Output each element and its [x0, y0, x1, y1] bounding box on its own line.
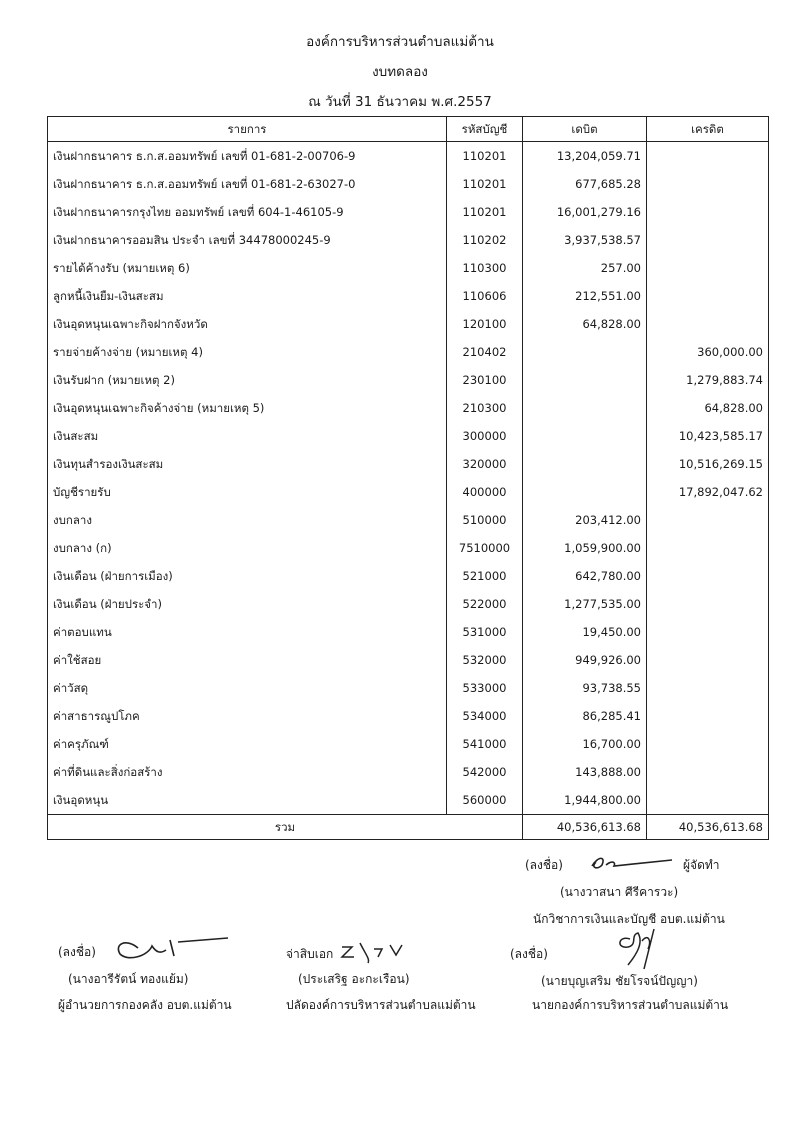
- total-label: รวม: [48, 815, 523, 840]
- cell-code: 400000: [447, 478, 523, 506]
- table-row: [48, 338, 769, 366]
- cell-code: 110202: [447, 226, 523, 254]
- cell-item: งบกลาง: [48, 506, 447, 534]
- col-header-item: รายการ: [48, 117, 447, 142]
- total-debit: 40,536,613.68: [523, 815, 647, 840]
- cell-credit: [647, 590, 769, 618]
- cell-code: 7510000: [447, 534, 523, 562]
- cell-item: ค่าสาธารณูปโภค: [48, 702, 447, 730]
- table-row: [48, 478, 769, 506]
- cell-item: เงินสะสม: [48, 422, 447, 450]
- cell-debit: 949,926.00: [523, 646, 647, 674]
- cell-credit: [647, 226, 769, 254]
- cell-code: 534000: [447, 702, 523, 730]
- cell-debit: 86,285.41: [523, 702, 647, 730]
- table-row: [48, 198, 769, 226]
- cell-debit: [523, 450, 647, 478]
- table-row: [48, 226, 769, 254]
- cell-credit: 17,892,047.62: [647, 478, 769, 506]
- cell-code: 531000: [447, 618, 523, 646]
- cell-debit: 93,738.55: [523, 674, 647, 702]
- chief-sign-label: (ลงชื่อ): [510, 947, 548, 961]
- preparer-sign-label: (ลงชื่อ): [525, 858, 563, 872]
- cell-credit: 64,828.00: [647, 394, 769, 422]
- table-row: [48, 562, 769, 590]
- cell-code: 532000: [447, 646, 523, 674]
- cell-debit: 13,204,059.71: [523, 142, 647, 171]
- cell-debit: 16,700.00: [523, 730, 647, 758]
- cell-item: รายได้ค้างรับ (หมายเหตุ 6): [48, 254, 447, 282]
- col-header-credit: เครดิต: [647, 117, 769, 142]
- table-row: [48, 422, 769, 450]
- cell-item: ค่าใช้สอย: [48, 646, 447, 674]
- chief-position: นายกองค์การบริหารส่วนตำบลแม่ต้าน: [532, 998, 729, 1012]
- cell-debit: 677,685.28: [523, 170, 647, 198]
- cell-credit: [647, 282, 769, 310]
- cell-item: เงินรับฝาก (หมายเหตุ 2): [48, 366, 447, 394]
- preparer-name: (นางวาสนา ศีรีคารวะ): [560, 885, 679, 899]
- deputy-name: (ประเสริฐ อะกะเรือน): [298, 972, 410, 986]
- cell-item: เงินอุดหนุนเฉพาะกิจฝากจังหวัด: [48, 310, 447, 338]
- cell-credit: [647, 618, 769, 646]
- cell-code: 210402: [447, 338, 523, 366]
- cell-item: ค่าที่ดินและสิ่งก่อสร้าง: [48, 758, 447, 786]
- total-credit: 40,536,613.68: [647, 815, 769, 840]
- cell-code: 533000: [447, 674, 523, 702]
- cell-item: รายจ่ายค้างจ่าย (หมายเหตุ 4): [48, 338, 447, 366]
- cell-debit: 642,780.00: [523, 562, 647, 590]
- cell-code: 110606: [447, 282, 523, 310]
- table-row: [48, 786, 769, 815]
- cell-code: 210300: [447, 394, 523, 422]
- trial-balance-table: [47, 116, 769, 840]
- cell-code: 110300: [447, 254, 523, 282]
- table-body: [48, 142, 769, 815]
- cell-credit: [647, 562, 769, 590]
- table-row: [48, 702, 769, 730]
- cell-debit: [523, 394, 647, 422]
- cell-credit: [647, 142, 769, 171]
- table-row: [48, 618, 769, 646]
- cell-code: 560000: [447, 786, 523, 815]
- table-row: [48, 450, 769, 478]
- cell-debit: [523, 478, 647, 506]
- cell-debit: 143,888.00: [523, 758, 647, 786]
- deputy-signature: [338, 935, 418, 965]
- table-row: [48, 674, 769, 702]
- table-row: [48, 142, 769, 171]
- cell-code: 230100: [447, 366, 523, 394]
- cell-item: เงินอุดหนุนเฉพาะกิจค้างจ่าย (หมายเหตุ 5): [48, 394, 447, 422]
- cell-code: 300000: [447, 422, 523, 450]
- table-row: [48, 534, 769, 562]
- cell-credit: [647, 506, 769, 534]
- document-title: งบทดลอง: [372, 64, 428, 80]
- chief-name: (นายบุญเสริม ชัยโรจน์ปัญญา): [541, 974, 698, 988]
- col-header-code: รหัสบัญชี: [447, 117, 523, 142]
- cell-item: เงินอุดหนุน: [48, 786, 447, 815]
- cell-credit: [647, 786, 769, 815]
- cell-credit: [647, 758, 769, 786]
- cell-item: เงินเดือน (ฝ่ายการเมือง): [48, 562, 447, 590]
- cell-debit: 203,412.00: [523, 506, 647, 534]
- cell-item: เงินทุนสำรองเงินสะสม: [48, 450, 447, 478]
- preparer-position: นักวิชาการเงินและบัญชี อบต.แม่ต้าน: [533, 912, 725, 926]
- cell-credit: 360,000.00: [647, 338, 769, 366]
- cell-credit: [647, 170, 769, 198]
- total-row: [48, 815, 769, 840]
- cell-credit: 1,279,883.74: [647, 366, 769, 394]
- deputy-position: ปลัดองค์การบริหารส่วนตำบลแม่ต้าน: [286, 998, 476, 1012]
- preparer-role: ผู้จัดทำ: [683, 858, 720, 872]
- cell-code: 110201: [447, 170, 523, 198]
- cell-credit: [647, 310, 769, 338]
- cell-debit: 1,944,800.00: [523, 786, 647, 815]
- cell-code: 510000: [447, 506, 523, 534]
- cell-debit: 1,059,900.00: [523, 534, 647, 562]
- table-row: [48, 590, 769, 618]
- cell-debit: 1,277,535.00: [523, 590, 647, 618]
- chief-signature: [608, 925, 668, 971]
- cell-item: ค่าวัสดุ: [48, 674, 447, 702]
- cell-item: เงินฝากธนาคารออมสิน ประจำ เลขที่ 34478000245-9: [48, 226, 447, 254]
- finance-name: (นางอารีรัตน์ ทองแย้ม): [68, 972, 189, 986]
- cell-credit: [647, 702, 769, 730]
- cell-item: บัญชีรายรับ: [48, 478, 447, 506]
- cell-code: 110201: [447, 142, 523, 171]
- cell-debit: 64,828.00: [523, 310, 647, 338]
- cell-credit: [647, 254, 769, 282]
- cell-credit: 10,516,269.15: [647, 450, 769, 478]
- cell-code: 522000: [447, 590, 523, 618]
- org-name: องค์การบริหารส่วนตำบลแม่ต้าน: [306, 34, 494, 50]
- cell-credit: [647, 198, 769, 226]
- table-row: [48, 170, 769, 198]
- cell-debit: [523, 338, 647, 366]
- cell-code: 541000: [447, 730, 523, 758]
- cell-code: 120100: [447, 310, 523, 338]
- table-row: [48, 506, 769, 534]
- table-row: [48, 646, 769, 674]
- cell-item: เงินฝากธนาคาร ธ.ก.ส.ออมทรัพย์ เลขที่ 01-681-2-63027-0: [48, 170, 447, 198]
- cell-item: ค่าครุภัณฑ์: [48, 730, 447, 758]
- table-row: [48, 394, 769, 422]
- cell-debit: 3,937,538.57: [523, 226, 647, 254]
- cell-credit: [647, 646, 769, 674]
- table-row: [48, 310, 769, 338]
- cell-item: เงินฝากธนาคารกรุงไทย ออมทรัพย์ เลขที่ 604-1-46105-9: [48, 198, 447, 226]
- deputy-rank: จ่าสิบเอก: [286, 947, 334, 961]
- cell-code: 542000: [447, 758, 523, 786]
- cell-debit: 19,450.00: [523, 618, 647, 646]
- finance-signature: [108, 930, 238, 964]
- cell-debit: 257.00: [523, 254, 647, 282]
- cell-item: งบกลาง (ก): [48, 534, 447, 562]
- cell-debit: [523, 422, 647, 450]
- cell-debit: 16,001,279.16: [523, 198, 647, 226]
- table-row: [48, 366, 769, 394]
- table-header-row: [48, 117, 769, 142]
- cell-item: เงินเดือน (ฝ่ายประจำ): [48, 590, 447, 618]
- cell-debit: [523, 366, 647, 394]
- cell-code: 110201: [447, 198, 523, 226]
- cell-credit: 10,423,585.17: [647, 422, 769, 450]
- table-row: [48, 282, 769, 310]
- cell-credit: [647, 534, 769, 562]
- cell-code: 521000: [447, 562, 523, 590]
- finance-sign-label: (ลงชื่อ): [58, 945, 96, 959]
- cell-credit: [647, 730, 769, 758]
- finance-position: ผู้อำนวยการกองคลัง อบต.แม่ต้าน: [58, 998, 232, 1012]
- cell-item: ค่าตอบแทน: [48, 618, 447, 646]
- preparer-signature: [586, 850, 676, 874]
- document-date: ณ วันที่ 31 ธันวาคม พ.ศ.2557: [308, 94, 492, 110]
- table-row: [48, 254, 769, 282]
- cell-code: 320000: [447, 450, 523, 478]
- cell-item: ลูกหนี้เงินยืม-เงินสะสม: [48, 282, 447, 310]
- cell-item: เงินฝากธนาคาร ธ.ก.ส.ออมทรัพย์ เลขที่ 01-681-2-00706-9: [48, 142, 447, 171]
- table-row: [48, 730, 769, 758]
- cell-credit: [647, 674, 769, 702]
- cell-debit: 212,551.00: [523, 282, 647, 310]
- table-row: [48, 758, 769, 786]
- col-header-debit: เดบิต: [523, 117, 647, 142]
